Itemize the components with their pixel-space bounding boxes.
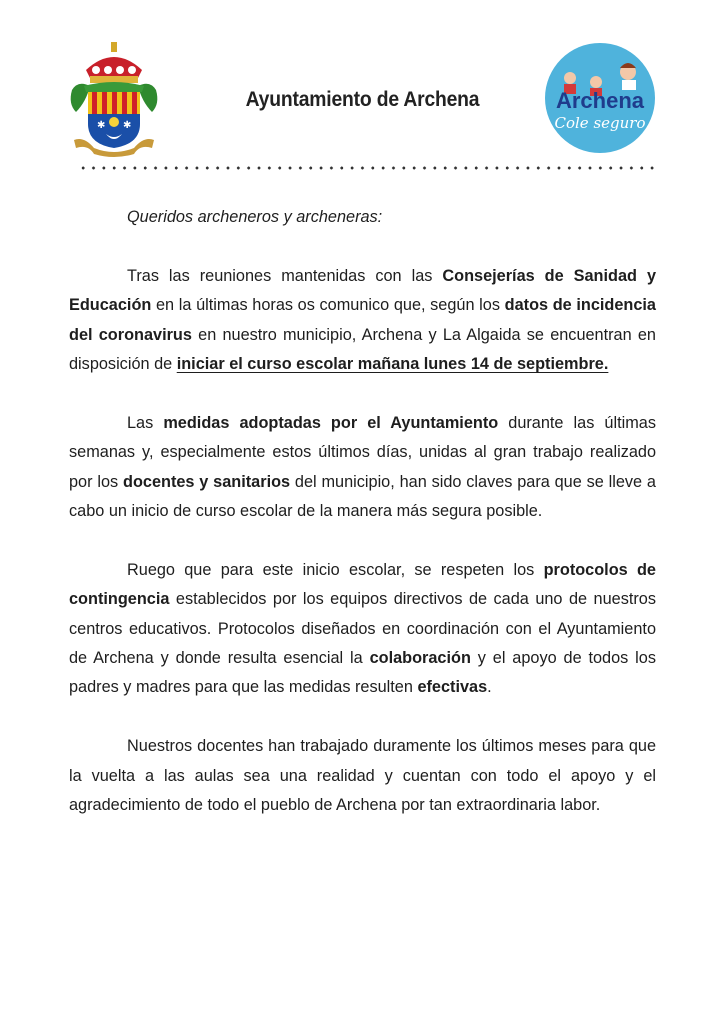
svg-text:✱: ✱ [97,120,106,131]
text: establecidos por los equipos directivos de cada uno de nuestros centros educativos. Protocolos diseñados en coordinación con el Ayuntamiento de Archena y donde resulta esencial la [69,590,656,668]
text: Las [127,413,164,432]
paragraph-4 [69,732,656,820]
bold-text: Consejerías de Sanidad y Educación [69,266,656,315]
text: en nuestro municipio, Archena y La Algaida se encuentran en disposición de [69,325,656,374]
svg-text:✱: ✱ [123,120,132,131]
cole-seguro-logo [542,42,658,154]
bold-text: medidas adoptadas por el Ayuntamiento [163,413,499,432]
page-title: Ayuntamiento de Archena [245,88,480,111]
bold-text: efectivas [417,678,488,697]
text: en la últimas horas os comunico que, según los [151,296,505,315]
dotted-separator [78,165,656,171]
bold-text: colaboración [369,649,471,668]
underlined-bold-text: iniciar el curso escolar mañana lunes 14 de septiembre. [176,355,609,374]
paragraph-1 [69,262,656,380]
greeting: Queridos archeneros y archeneras: [127,208,383,226]
paragraph-2 [69,409,656,527]
text: y el apoyo de todos los padres y madres para que las medidas resulten [69,649,656,697]
svg-text:Archena: Archena [555,88,645,113]
text: . [487,678,492,697]
paragraph-3 [69,556,656,703]
svg-text:Cole seguro: Cole seguro [554,114,646,132]
bold-text: datos de incidencia del coronavirus [69,296,656,344]
letter-body [69,203,656,850]
bold-text: docentes y sanitarios [123,472,291,491]
text: Tras las reuniones mantenidas con las [127,266,443,285]
text: Nuestros docentes han trabajado duramente los últimos meses para que la vuelta a las aulas sea una realidad y cuentan con todo el apoyo y el agradecimiento de todo el pueblo de Archena por tan extraordinaria labor. [69,737,656,815]
bold-text: protocolos de contingencia [69,560,656,609]
text: Ruego que para este inicio escolar, se respeten los [127,560,544,579]
text: del municipio, han sido claves para que se lleve a cabo un inicio de curso escolar de la manera más segura posible. [69,472,656,521]
text: durante las últimas semanas y, especialmente estos últimos días, unidas al gran trabajo realizado por los [69,413,656,491]
letterhead [0,0,725,175]
